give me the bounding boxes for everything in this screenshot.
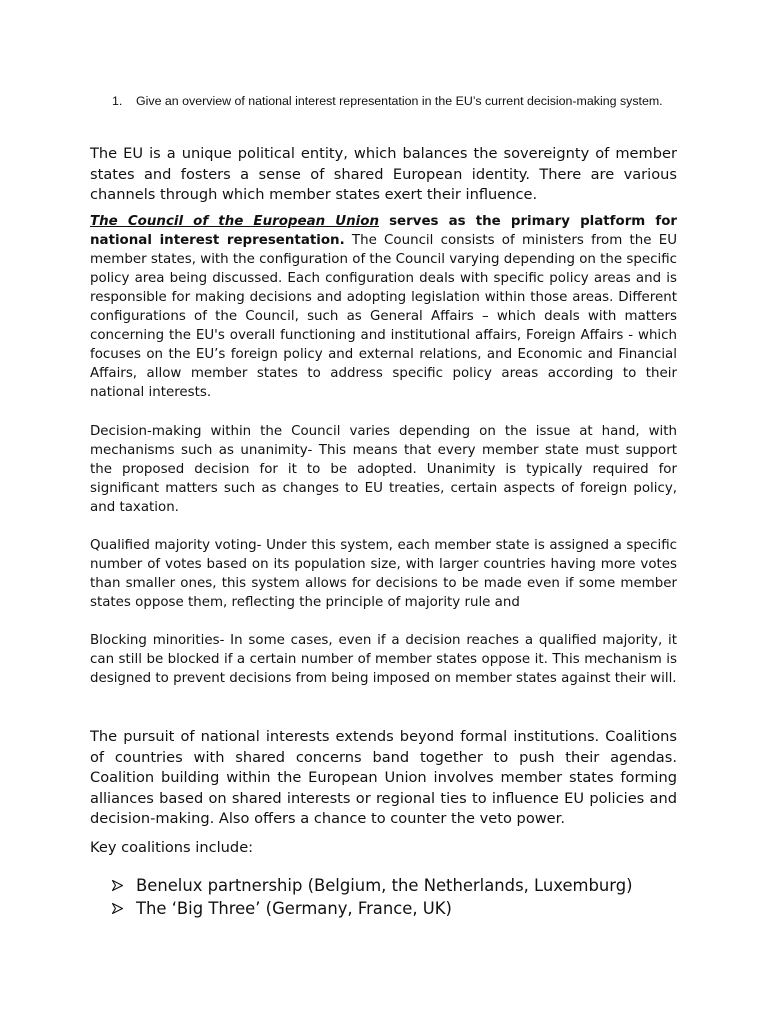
list-item-text: The ‘Big Three’ (Germany, France, UK) xyxy=(136,899,452,918)
list-item xyxy=(112,897,692,920)
blocking-paragraph: Blocking minorities- In some cases, even if a decision reaches a qualified majority, it can still be blocked if a certain number of member states oppose it. This mechanism is designed to prevent decisions from being imposed on member states against their will. xyxy=(90,633,677,686)
coalitions-paragraph: The pursuit of national interests extends beyond formal institutions. Coalitions of countries with shared concerns band together to push their agendas. Coalition building within the European Union involves member states forming alliances based on shared interests or regional ties to influence EU policies and decision-making. Also offers a chance to counter the veto power. xyxy=(90,728,677,827)
list-item xyxy=(112,874,692,897)
question-text: Give an overview of national interest representation in the EU’s current decision-making system. xyxy=(136,94,663,108)
coalition-list xyxy=(112,874,692,920)
arrow-bullet-icon xyxy=(112,903,123,914)
council-body: The Council consists of ministers from the EU member states, with the configuration of the Council varying depending on the specific policy area being discussed. Each configuration deals with specific policy areas and is responsible for making decisions and adopting legislation within those areas. Different configurations of the Council, such as General Affairs – which deals with matters concerning the EU's overall functioning and institutional affairs, Foreign Affairs - which focuses on the EU’s foreign policy and external relations, and Economic and Financial Affairs, allow member states to address specific policy areas according to their national interests. xyxy=(90,233,677,400)
qmv-paragraph: Qualified majority voting- Under this system, each member state is assigned a specific number of votes based on its population size, with larger countries having more votes than smaller ones, this system allows for decisions to be made even if some member states oppose them, reflecting the principle of majority rule and xyxy=(90,538,677,610)
intro-paragraph: The EU is a unique political entity, which balances the sovereignty of member states and fosters a sense of shared European identity. There are various channels through which member states exert their influence. xyxy=(90,145,677,203)
decision-paragraph: Decision-making within the Council varies depending on the issue at hand, with mechanisms such as unanimity- This means that every member state must support the proposed decision for it to be adopted. Unanimity is typically required for significant matters such as changes to EU treaties, certain aspects of foreign policy, and taxation. xyxy=(90,424,677,515)
question-item xyxy=(112,93,678,110)
arrow-bullet-icon xyxy=(112,880,123,891)
question-number: 1. xyxy=(112,94,123,108)
council-lead: serves as the primary platform for national interest representation. xyxy=(90,214,677,248)
council-paragraph xyxy=(90,212,677,402)
list-item-text: Benelux partnership (Belgium, the Netherlands, Luxemburg) xyxy=(136,876,633,895)
key-coalitions-label: Key coalitions include: xyxy=(90,839,254,856)
council-title: The Council of the European Union xyxy=(90,214,379,229)
